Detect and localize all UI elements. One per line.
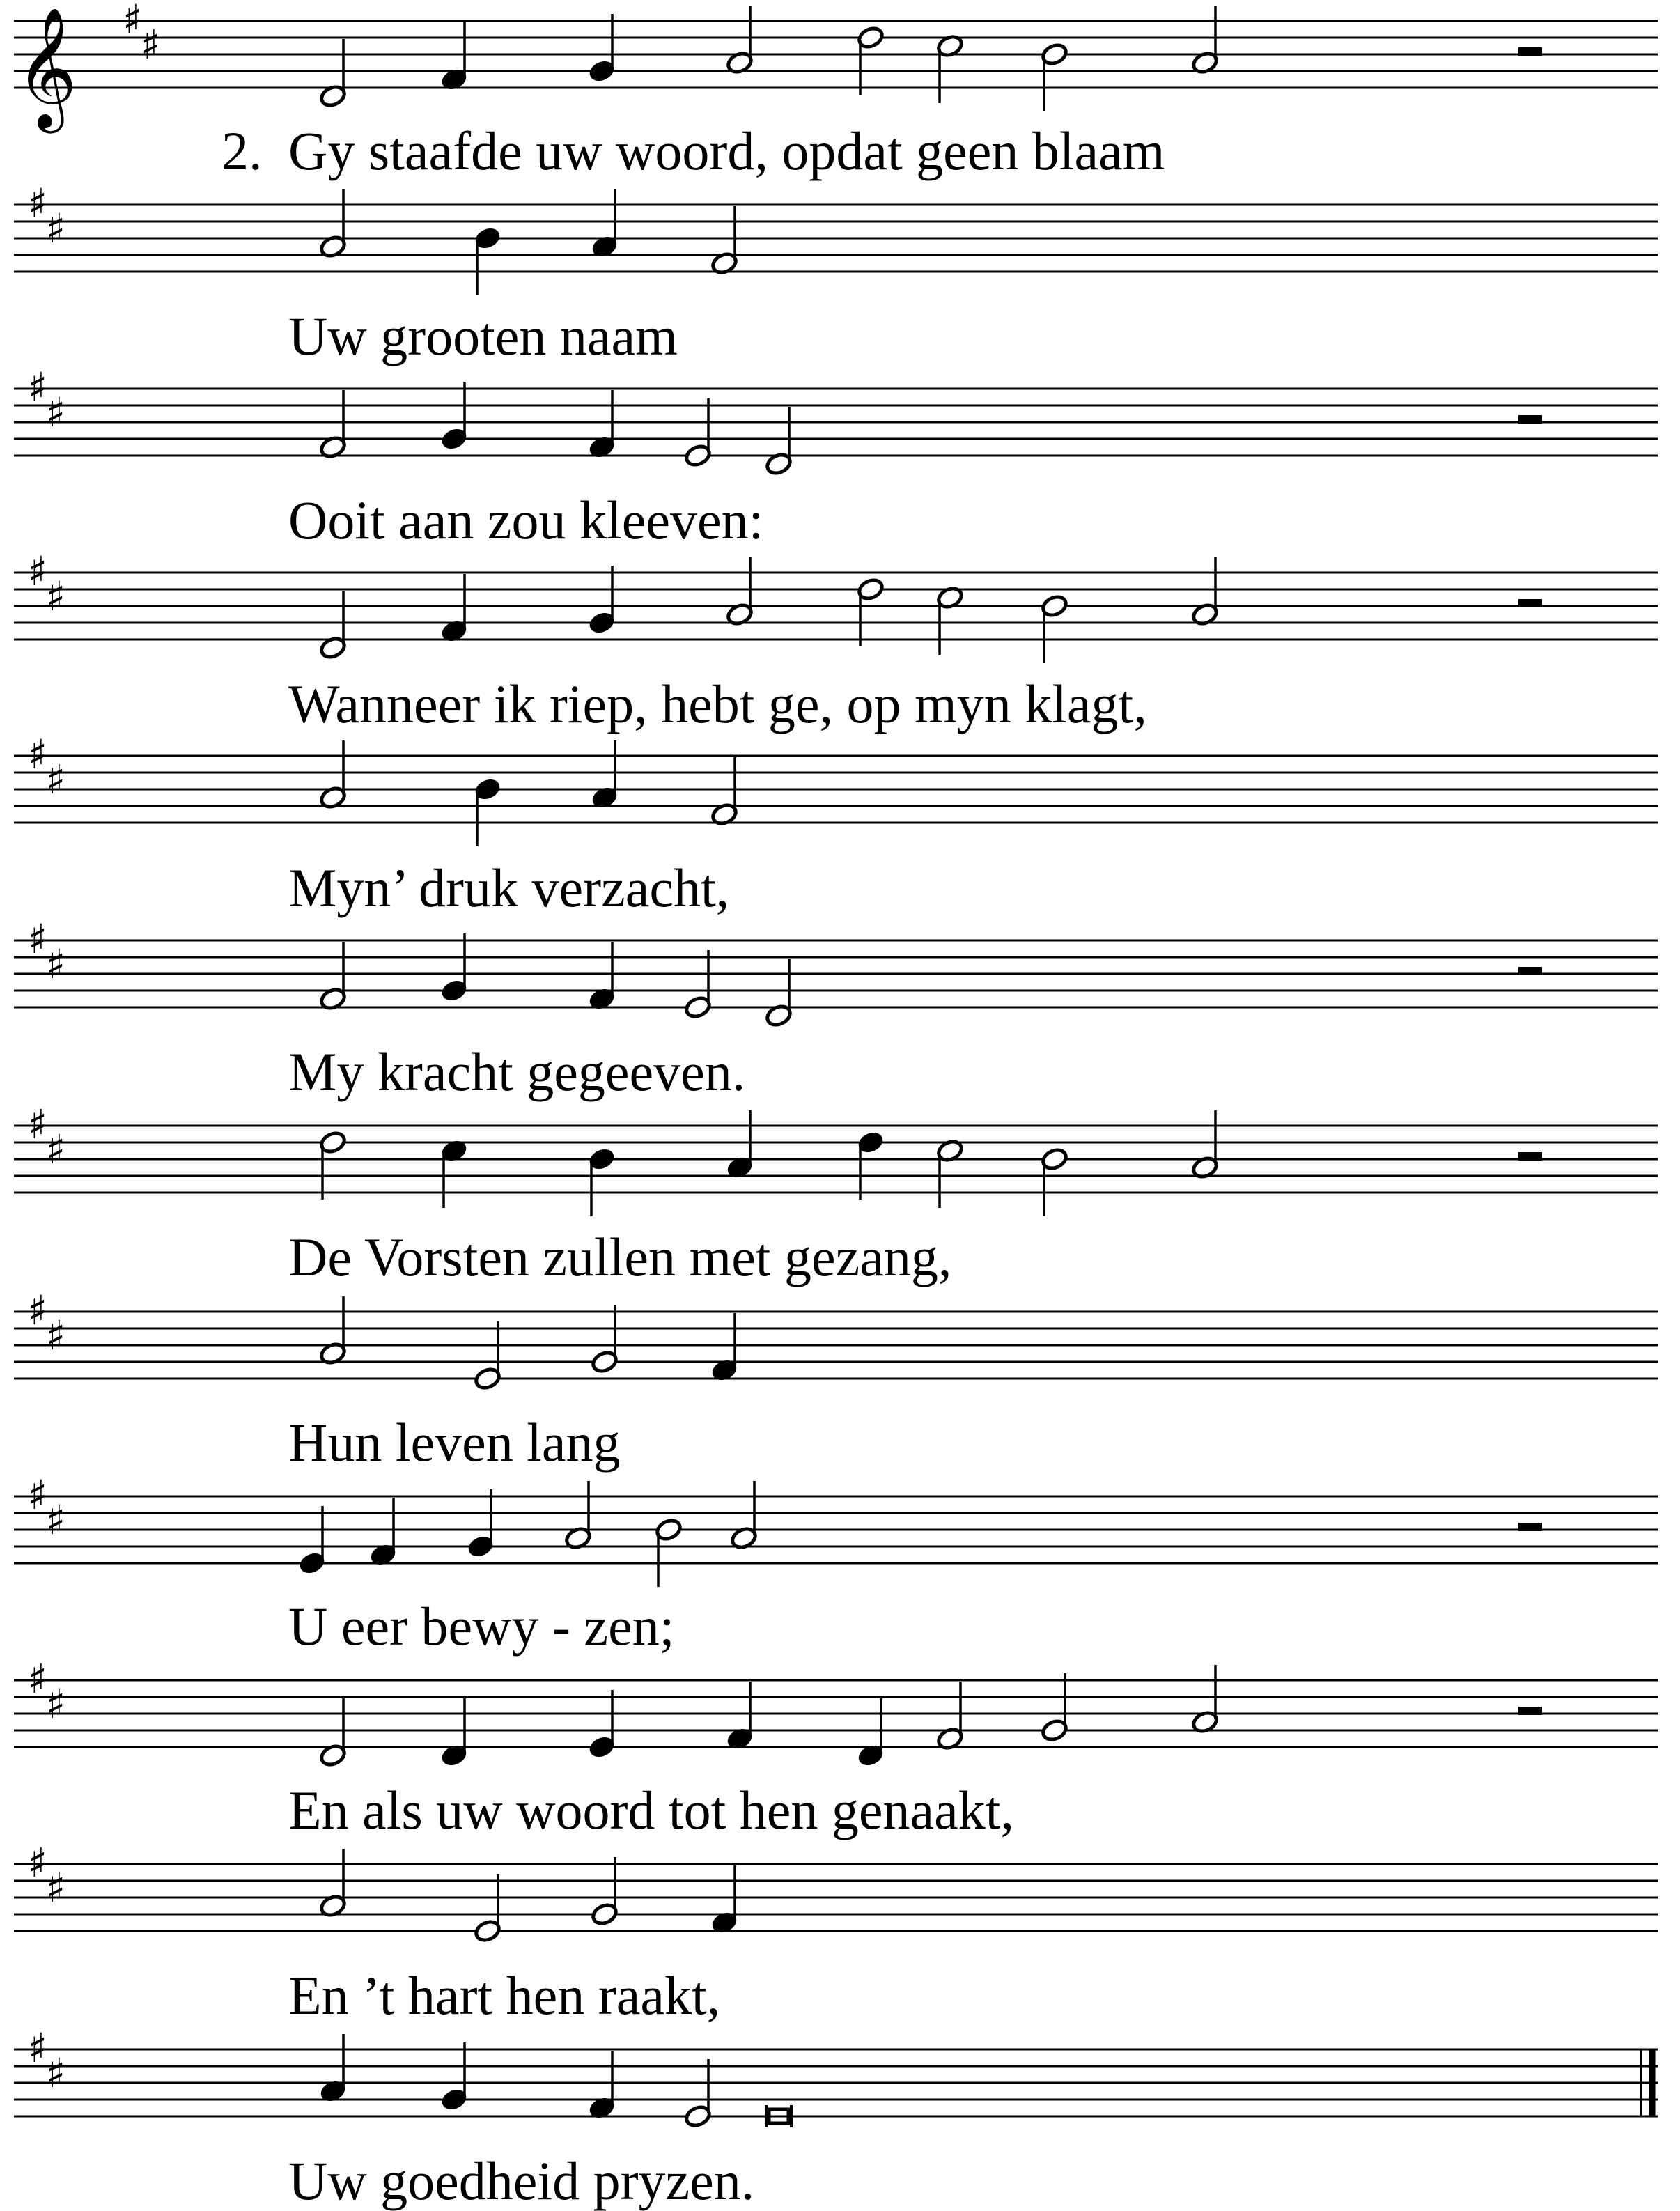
key-signature-sharp-c-sharp: ♯	[46, 205, 66, 252]
lyric-line: En als uw woord tot hen genaakt,	[288, 1780, 1014, 1840]
key-signature-sharp-f-sharp: ♯	[28, 915, 48, 963]
key-signature-sharp-c-sharp: ♯	[46, 2049, 66, 2097]
half-rest	[1518, 1523, 1542, 1531]
key-signature-sharp-f-sharp: ♯	[28, 1287, 48, 1334]
lyric-line: Myn’ druk verzacht,	[288, 858, 730, 918]
key-signature-sharp-f-sharp: ♯	[123, 0, 143, 43]
key-signature-sharp-c-sharp: ♯	[46, 1680, 66, 1728]
verse-number: 2.	[221, 121, 263, 181]
lyric-line: En ’t hart hen raakt,	[288, 1965, 721, 2026]
key-signature-sharp-c-sharp: ♯	[46, 1864, 66, 1911]
key-signature-sharp-c-sharp: ♯	[46, 1126, 66, 1173]
key-signature-sharp-f-sharp: ♯	[28, 1471, 48, 1519]
lyric-line: My kracht gegeeven.	[288, 1041, 746, 1102]
half-rest	[1518, 1707, 1542, 1715]
lyric-line: Wanneer ik riep, hebt ge, op myn klagt,	[288, 674, 1147, 734]
key-signature-sharp-f-sharp: ♯	[28, 1655, 48, 1702]
key-signature-sharp-c-sharp: ♯	[46, 940, 66, 988]
key-signature-sharp-c-sharp: ♯	[46, 573, 66, 620]
lyric-line: Uw goedheid pryzen.	[288, 2150, 755, 2211]
treble-clef: 𝄞	[15, 7, 77, 128]
key-signature-sharp-f-sharp: ♯	[28, 2024, 48, 2072]
key-signature-sharp-c-sharp: ♯	[46, 1312, 66, 1359]
lyric-line: De Vorsten zullen met gezang,	[288, 1227, 952, 1287]
half-rest	[1518, 1152, 1542, 1161]
lyric-line: U eer bewy - zen;	[288, 1596, 675, 1657]
lyric-line: Hun leven lang	[288, 1412, 621, 1473]
lyric-line: Gy staafde uw woord, opdat geen blaam	[288, 121, 1165, 181]
half-rest	[1518, 47, 1542, 56]
lyric-line: Uw grooten naam	[288, 306, 678, 366]
key-signature-sharp-f-sharp: ♯	[28, 364, 48, 411]
key-signature-sharp-c-sharp: ♯	[46, 389, 66, 436]
half-rest	[1518, 415, 1542, 424]
key-signature-sharp-f-sharp: ♯	[28, 180, 48, 227]
key-signature-sharp-c-sharp: ♯	[46, 756, 66, 803]
key-signature-sharp-c-sharp: ♯	[46, 1496, 66, 1544]
key-signature-sharp-f-sharp: ♯	[28, 548, 48, 595]
key-signature-sharp-f-sharp: ♯	[28, 1101, 48, 1148]
key-signature-sharp-f-sharp: ♯	[28, 731, 48, 778]
key-signature-sharp-c-sharp: ♯	[141, 21, 161, 68]
half-rest	[1518, 599, 1542, 607]
half-rest	[1518, 967, 1542, 975]
lyric-line: Ooit aan zou kleeven:	[288, 490, 764, 550]
key-signature-sharp-f-sharp: ♯	[28, 1839, 48, 1886]
